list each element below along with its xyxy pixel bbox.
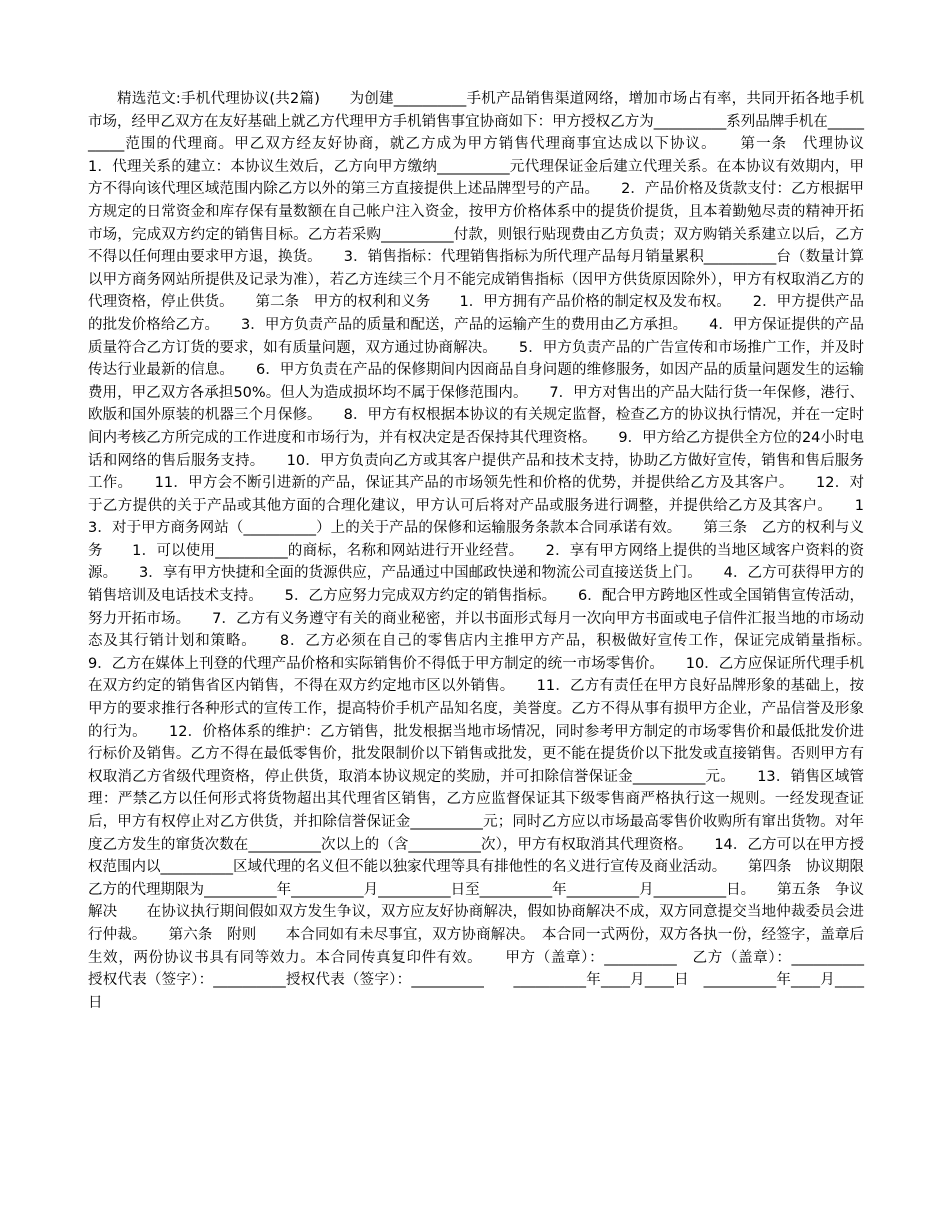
contract-body-text: 精选范文:手机代理协议(共2篇) 为创建__________手机产品销售渠道网络，增加市场占有率，共同开拓各地手机市场，经甲乙双方在友好基础上就乙方代理甲方手机销售事宜协商如下：甲方授权乙方为__________系列品牌手机在__________范围的代理商。甲乙双方经友好协商，就乙方成为甲方销售代理商事宜达成以下协议。 第一条 代理协议 1．代理关系的建立：本协议生效后，乙方向甲方缴纳__________元代理保证金后建立代理关系。在本协议有效期内，甲方不得向该代理区域范围内除乙方以外的第三方直接提供上述品牌型号的产品。 2．产品价格及货款支付：乙方根据甲方规定的日常资金和库存保有量数额在自己帐户注入资金，按甲方价格体系中的提货价提货，且本着勤勉尽责的精神开拓市场，完成双方约定的销售目标。乙方若采购__________付款，则银行贴现费由乙方负责；双方购销关系建立以后，乙方不得以任何理由要求甲方退，换货。 3．销售指标：代理销售指标为所代理产品每月销量累积__________台（数量计算以甲方商务网站所提供及记录为准），若乙方连续三个月不能完成销售指标（因甲方供货原因除外），甲方有权取消乙方的代理资格，停止供货。 第二条 甲方的权利和义务 1．甲方拥有产品价格的制定权及发布权。 2．甲方提供产品的批发价格给乙方。 3．甲方负责产品的质量和配送，产品的运输产生的费用由乙方承担。 4．甲方保证提供的产品质量符合乙方订货的要求，如有质量问题，双方通过协商解决。 5．甲方负责产品的广告宣传和市场推广工作，并及时传达行业最新的信息。 6．甲方负责在产品的保修期间内因商品自身问题的维修服务，如因产品的质量问题发生的运输费用，甲乙双方各承担50%。但人为造成损坏均不属于保修范围内。 7．甲方对售出的产品大陆行货一年保修，港行、欧版和国外原装的机器三个月保修。 8．甲方有权根据本协议的有关规定监督，检查乙方的协议执行情况，并在一定时间内考核乙方所完成的工作进度和市场行为，并有权决定是否保持其代理资格。 9．甲方给乙方提供全方位的24小时电话和网络的售后服务支持。 10．甲方负责向乙方或其客户提供产品和技术支持，协助乙方做好宣传，销售和售后服务工作。 11．甲方会不断引进新的产品，保证其产品的市场领先性和价格的优势，并提供给乙方及其客户。 12．对于乙方提供的关于产品或其他方面的合理化建议，甲方认可后将对产品或服务进行调整，并提供给乙方及其客户。 13．对于甲方商务网站（__________）上的关于产品的保修和运输服务条款本合同承诺有效。 第三条 乙方的权利与义务 1．可以使用__________的商标，名称和网站进行开业经营。 2．享有甲方网络上提供的当地区域客户资料的资源。 3．享有甲方快捷和全面的货源供应，产品通过中国邮政快递和物流公司直接送货上门。 4．乙方可获得甲方的销售培训及电话技术支持。 5．乙方应努力完成双方约定的销售指标。 6．配合甲方跨地区性或全国销售宣传活动，努力开拓市场。 7．乙方有义务遵守有关的商业秘密，并以书面形式每月一次向甲方书面或电子信件汇报当地的市场动态及其行销计划和策略。 8．乙方必须在自己的零售店内主推甲方产品，积极做好宣传工作，保证完成销量指标。 9．乙方在媒体上刊登的代理产品价格和实际销售价不得低于甲方制定的统一市场零售价。 10．乙方应保证所代理手机在双方约定的销售省区内销售，不得在双方约定地市区以外销售。 11．乙方有责任在甲方良好品牌形象的基础上，按甲方的要求推行各种形式的宣传工作，提高特价手机产品知名度，美誉度。乙方不得从事有损甲方企业，产品信誉及形象的行为。 12．价格体系的维护：乙方销售，批发根据当地市场情况，同时参考甲方制定的市场零售价和最低批发价进行标价及销售。乙方不得在最低零售价，批发限制价以下销售或批发，更不能在提货价以下批发或直接销售。否则甲方有权取消乙方省级代理资格，停止供货，取消本协议规定的奖励，并可扣除信誉保证金__________元。 13．销售区域管理：严禁乙方以任何形式将货物超出其代理省区销售，乙方应监督保证其下级零售商严格执行这一规则。一经发现查证后，甲方有权停止对乙方供货，并扣除信誉保证金__________元；同时乙方应以市场最高零售价收购所有窜出货物。对年度乙方发生的窜货次数在__________次以上的（含__________次），甲方有权取消其代理资格。 14．乙方可以在甲方授权范围内以__________区域代理的名义但不能以独家代理等具有排他性的名义进行宣传及商业活动。 第四条 协议期限 乙方的代理期限为__________年__________月__________日至__________年__________月__________日。 第五条 争议解决 在协议执行期间假如双方发生争议，双方应友好协商解决，假如协商解决不成，双方同意提交当地仲裁委员会进行仲裁。 第六条 附则 本合同如有未尽事宜，双方协商解决。 本合同一式两份，双方各执一份，经签字，盖章后生效，两份协议书具有同等效力。本合同传真复印件有效。 甲方（盖章）：__________ 乙方（盖章）：__________ 授权代表（签字）：__________授权代表（签字）：__________ __________年____月____日 __________年____月____日 — [88, 91, 893, 1011]
document-page — [88, 88, 893, 1014]
